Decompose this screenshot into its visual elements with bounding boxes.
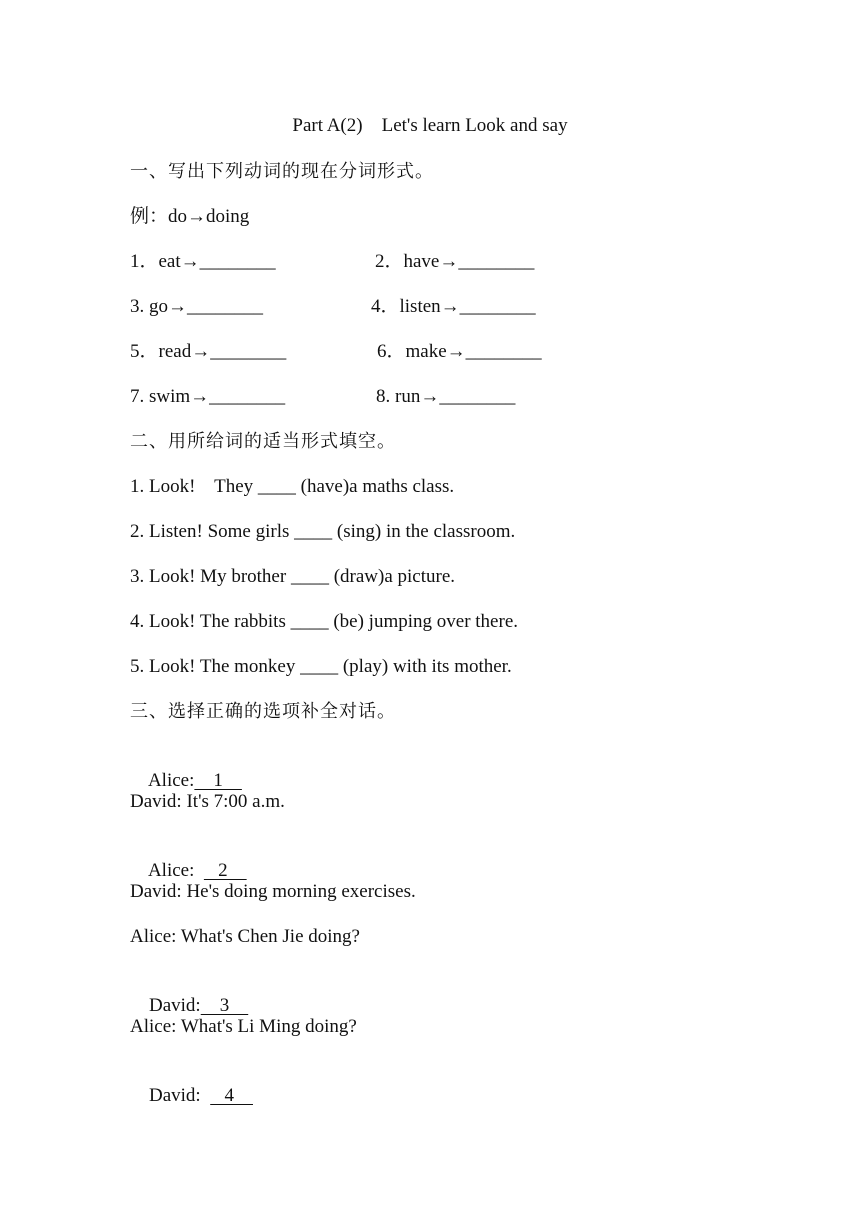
dialogue-speaker: Alice:	[147, 770, 195, 791]
dialogue-line-5: Alice: What's Chen Jie doing?	[130, 926, 360, 947]
page-title: Part A(2) Let's learn Look and say	[292, 115, 568, 136]
dialogue-speaker: David:	[149, 1085, 211, 1106]
verb-item-7: 7. swim→________	[130, 386, 286, 407]
section-1-example: 例：do→doing	[130, 206, 250, 227]
section-1-heading: 一、写出下列动词的现在分词形式。	[130, 161, 434, 182]
fill-item-4: 4. Look! The rabbits ____ (be) jumping over there.	[130, 611, 518, 632]
section-3-heading: 三、选择正确的选项补全对话。	[130, 701, 396, 722]
answer-blank-1: 1	[194, 770, 242, 791]
section-2-heading: 二、用所给词的适当形式填空。	[130, 431, 396, 452]
dialogue-line-7: Alice: What's Li Ming doing?	[130, 1016, 357, 1037]
verb-item-6: 6．make→________	[377, 341, 542, 362]
verb-item-1: 1．eat→________	[130, 251, 276, 272]
dialogue-speaker: Alice:	[147, 860, 204, 881]
dialogue-line-4: David: He's doing morning exercises.	[130, 881, 416, 902]
fill-item-5: 5. Look! The monkey ____ (play) with its mother.	[130, 656, 512, 677]
verb-item-3: 3. go→________	[130, 296, 263, 317]
verb-item-5: 5．read→________	[130, 341, 287, 362]
verb-item-2: 2．have→________	[375, 251, 535, 272]
dialogue-speaker: David:	[149, 995, 201, 1016]
answer-blank-2: 2	[203, 860, 247, 881]
dialogue-line-8	[130, 1060, 253, 1132]
verb-item-8: 8. run→________	[376, 386, 516, 407]
dialogue-line-2: David: It's 7:00 a.m.	[130, 791, 285, 812]
verb-item-4: 4．listen→________	[371, 296, 536, 317]
answer-blank-4: 4	[210, 1085, 253, 1106]
fill-item-3: 3. Look! My brother ____ (draw)a picture.	[130, 566, 456, 587]
fill-item-2: 2. Listen! Some girls ____ (sing) in the classroom.	[130, 521, 516, 542]
answer-blank-3: 3	[200, 995, 249, 1016]
fill-item-1: 1. Look! They ____ (have)a maths class.	[130, 476, 455, 497]
